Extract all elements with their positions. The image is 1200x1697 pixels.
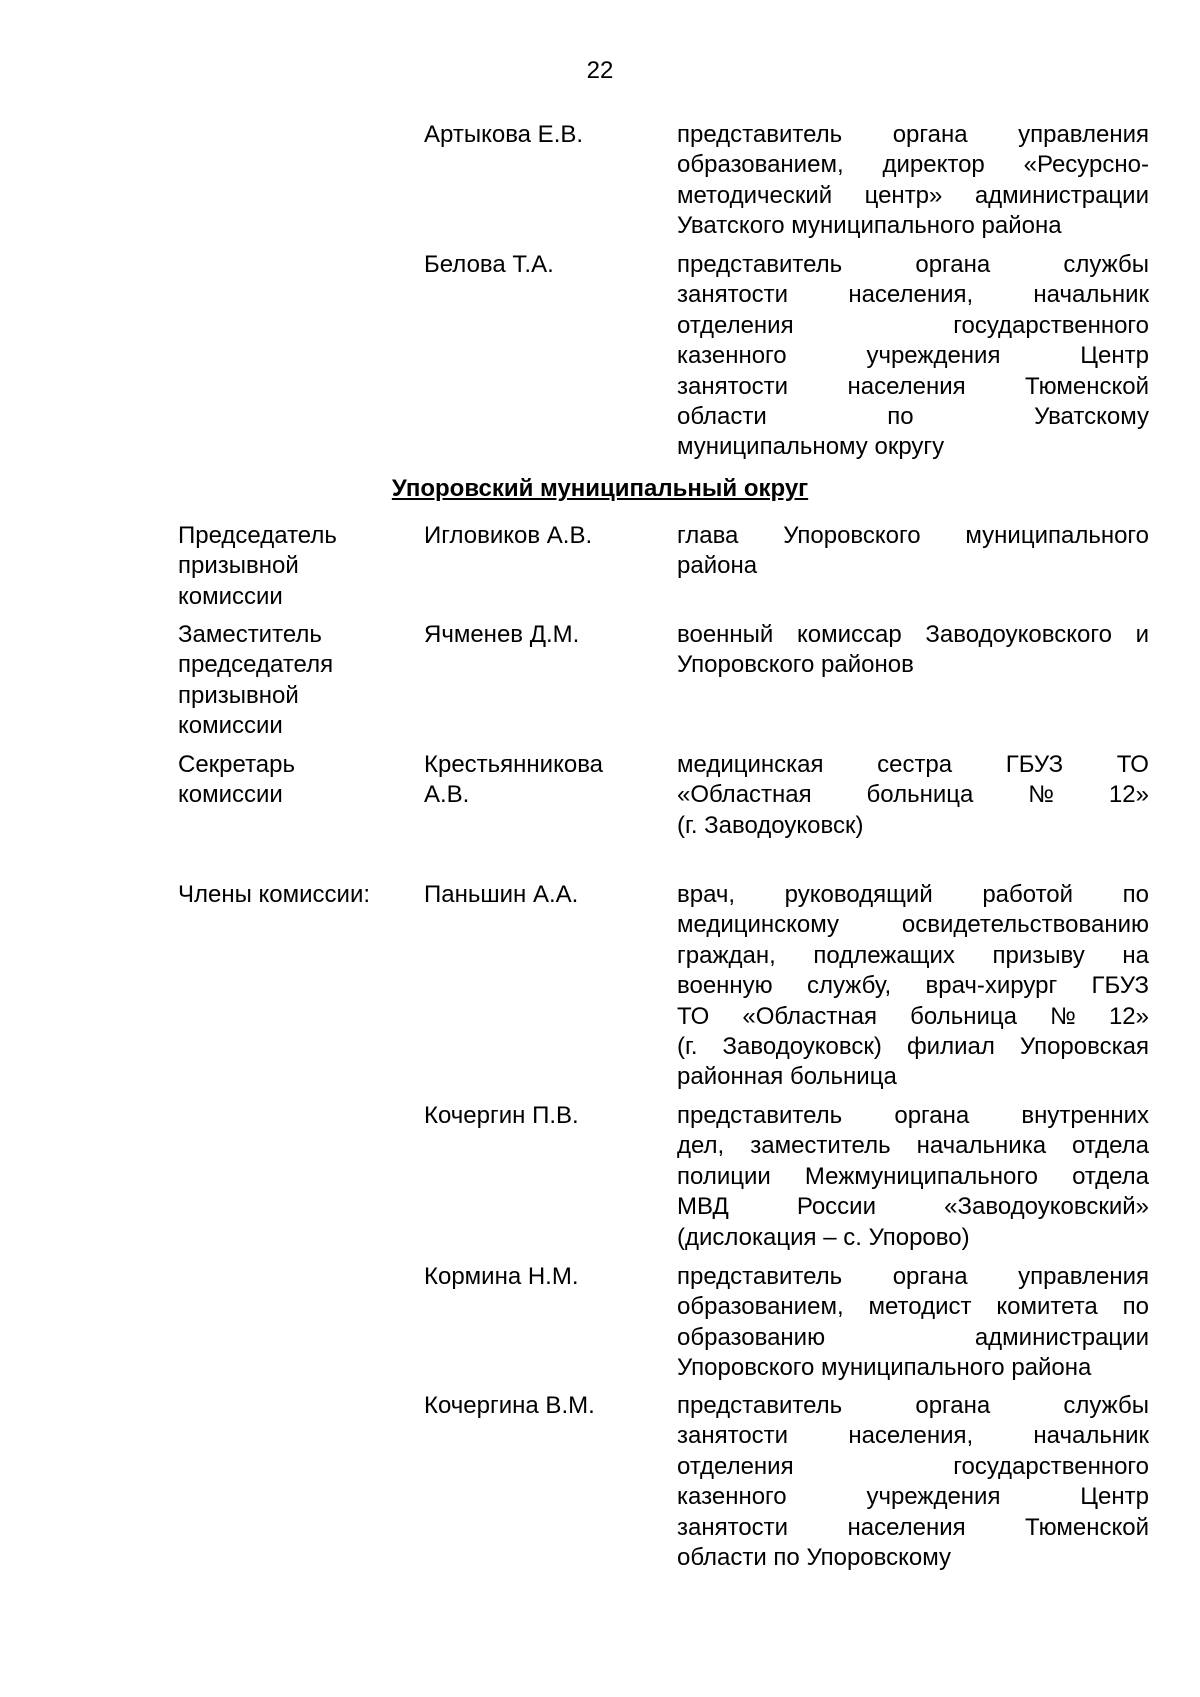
member-name [424, 1262, 664, 1292]
member-role-line: Заместитель [178, 621, 322, 648]
member-name-line: Кормина Н.М. [424, 1263, 579, 1290]
member-description-line: Уватского муниципального района [677, 212, 1062, 240]
member-description-line: медицинская сестра ГБУЗ ТО [677, 751, 1149, 778]
member-description [677, 750, 1149, 841]
member-description-line: методический центр» администрации [677, 181, 1149, 209]
member-role-line: Члены комиссии: [178, 881, 371, 908]
member-description [677, 620, 1149, 681]
member-description [677, 1101, 1149, 1253]
member-role-line: призывной [178, 552, 299, 580]
member-name-line: Белова Т.А. [424, 251, 554, 278]
member-description-line: врач, руководящий работой по [677, 881, 1149, 908]
member-description [677, 1391, 1149, 1573]
member-description-line: представитель органа управления [677, 1263, 1149, 1290]
member-description-line: (дислокация – с. Упорово) [677, 1223, 970, 1251]
member-name-line: Ячменев Д.М. [424, 621, 580, 648]
member-name-line: А.В. [424, 781, 470, 809]
member-description-line: районная больница [677, 1063, 897, 1091]
member-name-line: Игловиков А.В. [424, 522, 593, 549]
member-name [424, 250, 664, 280]
member-description-line: образованием, директор «Ресурсно- [677, 151, 1149, 179]
member-description [677, 250, 1149, 463]
member-description-line: отделения государственного [677, 311, 1149, 339]
page-number: 22 [586, 57, 614, 84]
member-description-line: образованием, методист комитета по [677, 1293, 1149, 1321]
member-name-line: Кочергин П.В. [424, 1102, 579, 1129]
member-description [677, 880, 1149, 1093]
member-description-line: (г. Заводоуковск) филиал Упоровская [677, 1032, 1149, 1060]
member-description-line: отделения государственного [677, 1452, 1149, 1480]
member-description-line: образованию администрации [677, 1323, 1149, 1351]
member-role-line: Председатель [178, 522, 337, 549]
member-role [178, 620, 408, 742]
member-description-line: представитель органа службы [677, 251, 1149, 278]
member-role [178, 750, 408, 811]
member-name-line: Артыкова Е.В. [424, 121, 584, 148]
member-description-line: занятости населения Тюменской [677, 372, 1149, 400]
member-description-line: МВД России «Заводоуковский» [677, 1193, 1149, 1221]
member-name [424, 620, 664, 650]
member-role-line: призывной [178, 681, 299, 709]
member-role-line: комиссии [178, 781, 283, 809]
member-description-line: глава Упоровского муниципального [677, 522, 1149, 549]
member-description-line: казенного учреждения Центр [677, 342, 1149, 370]
member-description-line: муниципальному округу [677, 433, 945, 461]
member-role-line: комиссии [178, 712, 283, 740]
member-description-line: «Областная больница № 12» [677, 781, 1149, 809]
member-description-line: занятости населения, начальник [677, 1422, 1149, 1450]
member-description-line: представитель органа управления [677, 121, 1149, 148]
member-role-line: комиссии [178, 582, 283, 610]
member-name-line: Кочергина В.М. [424, 1392, 595, 1419]
member-description-line: представитель органа внутренних [677, 1102, 1149, 1129]
member-description-line: медицинскому освидетельствованию [677, 911, 1149, 939]
member-role [178, 880, 408, 910]
member-description [677, 120, 1149, 242]
member-description-line: района [677, 552, 758, 580]
member-description-line: ТО «Областная больница № 12» [677, 1002, 1149, 1030]
member-description-line: (г. Заводоуковск) [677, 811, 864, 839]
member-description-line: военный комиссар Заводоуковского и [677, 621, 1149, 648]
member-description-line: представитель органа службы [677, 1392, 1149, 1419]
member-role-line: председателя [178, 651, 334, 679]
member-description-line: граждан, подлежащих призыву на [677, 941, 1149, 969]
member-name-line: Крестьянникова [424, 751, 604, 778]
member-description-line: Упоровского муниципального района [677, 1354, 1092, 1382]
member-description-line: области по Уватскому [677, 402, 1149, 430]
member-role-line: Секретарь [178, 751, 295, 778]
member-name-line: Паньшин А.А. [424, 881, 579, 908]
section-title: Упоровский муниципальный округ [391, 475, 809, 502]
member-name [424, 880, 664, 910]
member-name [424, 1391, 664, 1421]
member-description-line: полиции Межмуниципального отдела [677, 1162, 1149, 1190]
member-role [178, 521, 408, 612]
member-description [677, 1262, 1149, 1384]
member-description-line: дел, заместитель начальника отдела [677, 1132, 1149, 1160]
member-description-line: области по Упоровскому [677, 1543, 952, 1571]
member-name [424, 120, 664, 150]
member-description-line: занятости населения Тюменской [677, 1513, 1149, 1541]
member-name [424, 750, 664, 811]
member-description-line: Упоровского районов [677, 651, 914, 679]
member-name [424, 1101, 664, 1131]
member-description [677, 521, 1149, 582]
member-description-line: занятости населения, начальник [677, 281, 1149, 309]
member-description-line: военную службу, врач-хирург ГБУЗ [677, 972, 1149, 1000]
member-name [424, 521, 664, 551]
member-description-line: казенного учреждения Центр [677, 1483, 1149, 1511]
